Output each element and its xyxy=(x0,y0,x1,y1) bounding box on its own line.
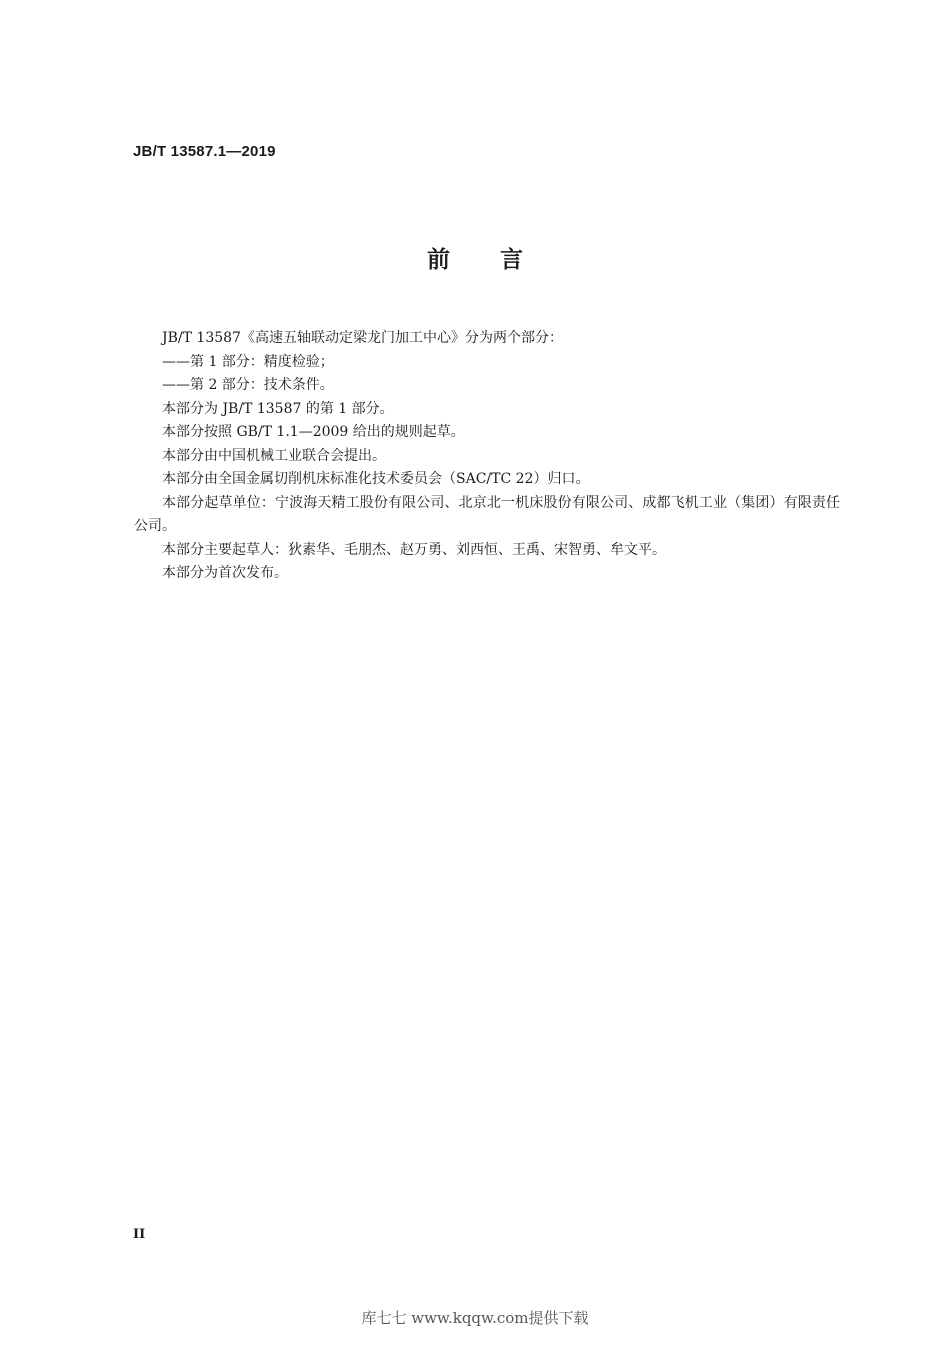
paragraph-drafting-units: 本部分起草单位：宁波海天精工股份有限公司、北京北一机床股份有限公司、成都飞机工业（集团）有限责任公司。 xyxy=(134,494,840,534)
page-number: II xyxy=(133,1227,146,1242)
paragraph-proposed-by: 本部分由中国机械工业联合会提出。 xyxy=(162,447,386,464)
paragraph-administered-by: 本部分由全国金属切削机床标准化技术委员会（SAC/TC 22）归口。 xyxy=(162,471,590,487)
download-watermark: 库七七 www.kqqw.com提供下载 xyxy=(361,1309,589,1327)
document-number: JB/T 13587.1—2019 xyxy=(133,143,276,160)
page-title: 前言 xyxy=(427,247,573,273)
paragraph-drafting-rules: 本部分按照 GB/T 1.1—2009 给出的规则起草。 xyxy=(162,424,465,440)
paragraph-main-drafters: 本部分主要起草人：狄素华、毛朋杰、赵万勇、刘西恒、王禹、宋智勇、牟文平。 xyxy=(162,541,666,558)
foreword-body xyxy=(134,327,840,586)
paragraph-first-release: 本部分为首次发布。 xyxy=(162,565,288,581)
paragraph-parts-intro: JB/T 13587《高速五轴联动定梁龙门加工中心》分为两个部分： xyxy=(162,330,563,346)
paragraph-part-1: ——第 1 部分：精度检验； xyxy=(162,353,334,370)
paragraph-part-2: ——第 2 部分：技术条件。 xyxy=(162,377,334,393)
paragraph-this-part: 本部分为 JB/T 13587 的第 1 部分。 xyxy=(162,400,394,417)
